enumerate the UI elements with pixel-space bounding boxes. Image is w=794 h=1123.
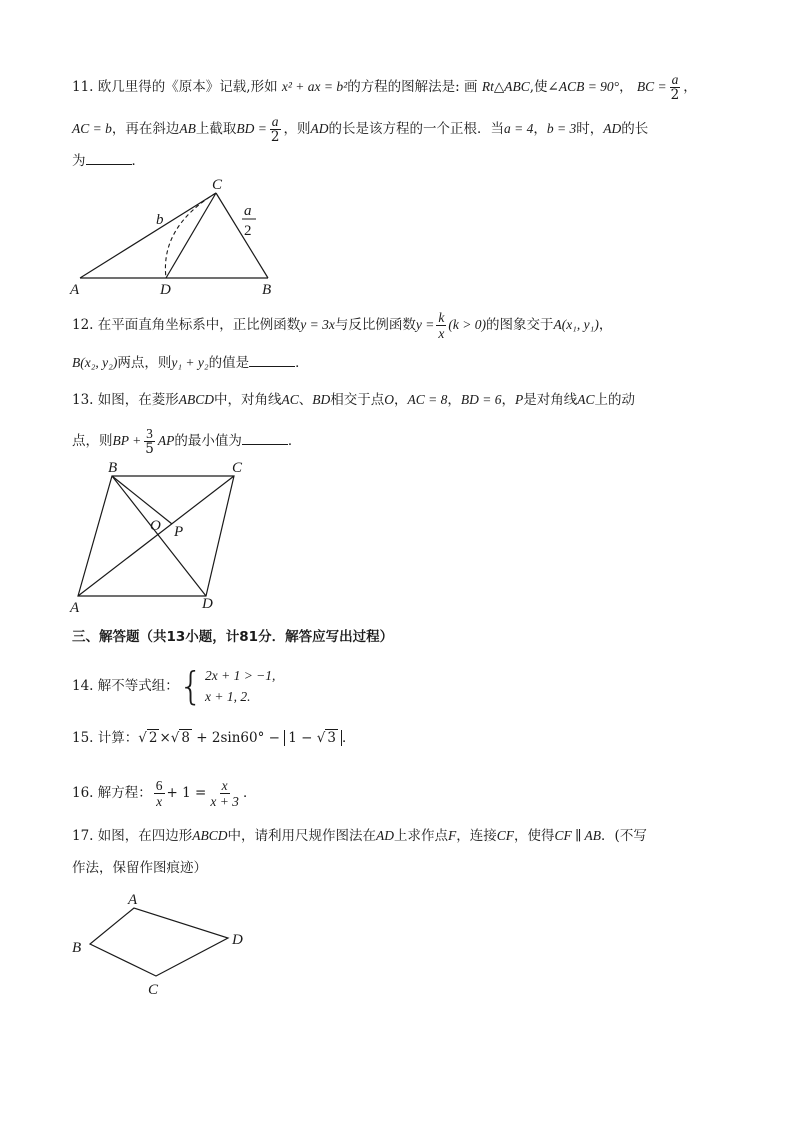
fraction <box>669 72 682 103</box>
numerator: x <box>221 778 228 793</box>
text: ， <box>619 79 633 95</box>
text: 《原本》 <box>165 79 220 95</box>
point-p: P <box>515 392 524 407</box>
point-a: A(x₁, y₁) <box>553 317 599 332</box>
fraction <box>154 778 165 809</box>
text: ，则 <box>283 121 311 137</box>
text: ． <box>242 785 257 801</box>
bd-value: BD = 6 <box>460 392 502 407</box>
q13-line-2 <box>72 426 744 457</box>
section-heading: 三、解答题（共13小题，计81分．解答应写出过程） <box>72 629 394 645</box>
text: ，连接 <box>456 828 497 844</box>
q15 <box>72 728 744 748</box>
question-number: 16. <box>72 785 94 801</box>
text: ， <box>394 392 408 408</box>
text: ． <box>287 433 302 449</box>
segment-bp <box>112 476 172 524</box>
ac-value: AC = 8 <box>407 392 448 407</box>
inequality-system <box>179 665 276 707</box>
radicand: 8 <box>181 730 190 746</box>
label-b: B <box>108 460 118 476</box>
system-lines <box>205 665 275 707</box>
text: 为 <box>72 153 86 169</box>
label-a: A <box>128 892 138 908</box>
ad: AD <box>310 121 329 136</box>
numerator: k <box>438 310 445 325</box>
numerator: a <box>671 72 679 87</box>
quadrilateral-outline <box>90 908 228 976</box>
fraction <box>143 426 156 457</box>
answer-blank[interactable] <box>86 150 132 165</box>
sqrt: √ 3 <box>316 730 336 746</box>
a-value: a = 4 <box>503 121 534 136</box>
function-2: y = <box>415 317 435 332</box>
text: + 2sin60° − <box>196 730 280 746</box>
brace: { <box>178 664 203 708</box>
equation: x² + ax = b² <box>281 79 348 94</box>
bc: BC = <box>636 79 667 94</box>
fraction <box>269 114 282 145</box>
text: 相交于点 <box>330 392 385 408</box>
question-number: 14. <box>72 678 94 694</box>
ap: AP <box>157 433 175 448</box>
text: 解不等式组： <box>97 678 179 694</box>
label-d: D <box>232 932 243 948</box>
bd: BD = <box>236 121 267 136</box>
text: 上截取 <box>195 121 237 137</box>
condition: (k > 0) <box>448 317 486 332</box>
label-a: A <box>70 282 80 297</box>
text: 中，请利用尺规作图法在 <box>227 828 377 844</box>
q14 <box>72 664 744 708</box>
text: ,使 <box>529 79 548 95</box>
denominator: 2 <box>270 129 280 145</box>
text: 、 <box>298 392 313 408</box>
label-frac-a: a <box>244 203 252 219</box>
ab: AB <box>179 121 196 136</box>
text: 中，对角线 <box>214 392 282 408</box>
denominator: 5 <box>145 441 154 457</box>
text: 点，则 <box>72 433 113 449</box>
answer-blank[interactable] <box>249 352 295 367</box>
label-side-b: b <box>156 212 164 228</box>
fraction <box>208 778 241 809</box>
fraction <box>436 310 446 341</box>
question-number: 13. <box>72 392 94 408</box>
text: ， <box>533 121 547 137</box>
text: × <box>159 730 171 746</box>
text: 1 − <box>288 730 313 746</box>
text: 上的动 <box>594 392 636 408</box>
label-a: A <box>70 600 80 616</box>
text: 的图象交于 <box>485 317 554 333</box>
text: ．(不写 <box>601 828 647 844</box>
ac: AC <box>281 392 299 407</box>
angle: ∠ACB = 90° <box>547 79 620 94</box>
side-cb <box>216 193 268 278</box>
text: 上求作点 <box>394 828 449 844</box>
text: ． <box>131 153 145 169</box>
denominator: x + 3 <box>210 794 239 809</box>
text: ，再在斜边 <box>111 121 180 137</box>
q13-rhombus-figure <box>66 456 256 616</box>
q16 <box>72 778 744 809</box>
b-value: b = 3 <box>546 121 577 136</box>
denominator: x <box>156 794 163 809</box>
bp: BP + <box>112 433 142 448</box>
text: ， <box>447 392 461 408</box>
text: 的长 <box>621 121 649 137</box>
label-b: B <box>262 282 272 297</box>
triangle: Rt△ABC <box>481 79 530 94</box>
absolute-value <box>284 730 342 746</box>
label-c: C <box>212 177 223 193</box>
q12-line-2 <box>72 352 744 373</box>
question-number: 11. <box>72 79 94 95</box>
inequality-2: x + 1, 2. <box>204 689 251 704</box>
text: ，使得 <box>514 828 555 844</box>
denominator: x <box>438 326 445 341</box>
text: 在平面直角坐标系中，正比例函数 <box>97 317 301 333</box>
inequality-1: 2x + 1 > −1, <box>204 668 276 683</box>
text: 记载,形如 <box>219 79 278 95</box>
label-p: P <box>174 524 184 540</box>
numerator: 3 <box>146 426 153 441</box>
ac: AC = b <box>72 121 112 136</box>
q11-line-3 <box>72 150 744 171</box>
text: 如图，在菱形 <box>97 392 179 408</box>
bd: BD <box>312 392 331 407</box>
point-b: B(x₂, y₂) <box>72 355 118 370</box>
radicand: 2 <box>148 730 158 746</box>
label-d: D <box>160 282 171 297</box>
text: 计算： <box>97 730 139 746</box>
q13-line-1 <box>72 390 744 410</box>
diagonal-bd <box>112 476 206 596</box>
point-f: F <box>448 828 457 843</box>
text: ， <box>501 392 516 408</box>
parallel: CF ∥ AB <box>554 828 602 843</box>
label-o: O <box>150 518 161 534</box>
text: ． <box>295 355 309 371</box>
numerator: 6 <box>155 778 163 793</box>
text: 是对角线 <box>523 392 578 408</box>
rhombus: ABCD <box>178 392 215 407</box>
q17-line-1 <box>72 826 744 846</box>
sqrt: √ 8 <box>170 730 190 746</box>
quadrilateral: ABCD <box>192 828 228 843</box>
text: 时， <box>576 121 604 137</box>
sum: y₁ + y₂ <box>171 355 209 370</box>
q11-triangle-figure <box>60 172 290 297</box>
text: 欧几里得的 <box>97 79 166 95</box>
text: 解方程： <box>97 785 152 801</box>
segment-cd <box>166 193 216 278</box>
text: 的最小值为 <box>174 433 242 449</box>
text: + 1 = <box>166 785 207 801</box>
cf: CF <box>496 828 515 843</box>
ac: AC <box>577 392 595 407</box>
q11-line-2 <box>72 114 744 145</box>
text: 的长是该方程的一个正根．当 <box>328 121 504 137</box>
ad: AD <box>376 828 395 843</box>
question-number: 12. <box>72 317 94 333</box>
text: ， <box>683 79 697 95</box>
q17-quadrilateral-figure <box>66 888 266 1003</box>
sqrt: √ 2 <box>138 730 158 746</box>
text: 的方程的图解法是: 画 <box>347 79 478 95</box>
denominator: 2 <box>670 87 680 103</box>
question-number: 15. <box>72 730 94 746</box>
radicand: 3 <box>327 730 336 746</box>
label-c: C <box>232 460 243 476</box>
text: 两点，则 <box>117 355 172 371</box>
label-c: C <box>148 982 159 998</box>
q11-line-1 <box>72 72 744 103</box>
label-d: D <box>202 596 213 612</box>
text: 如图，在四边形 <box>97 828 193 844</box>
side-ac <box>80 193 216 278</box>
answer-blank[interactable] <box>242 430 288 445</box>
q12-line-1 <box>72 310 744 341</box>
ad: AD <box>603 121 622 136</box>
label-b: B <box>72 940 82 956</box>
text: ． <box>341 730 356 746</box>
text: 的值是 <box>208 355 250 371</box>
q17-line-2: 作法，保留作图痕迹） <box>72 860 207 876</box>
text: 与反比例函数 <box>334 317 416 333</box>
question-number: 17. <box>72 828 94 844</box>
numerator: a <box>271 114 279 129</box>
text: ， <box>598 317 613 333</box>
label-frac-2: 2 <box>244 223 252 239</box>
point-o: O <box>384 392 395 407</box>
function-1: y = 3x <box>300 317 335 332</box>
